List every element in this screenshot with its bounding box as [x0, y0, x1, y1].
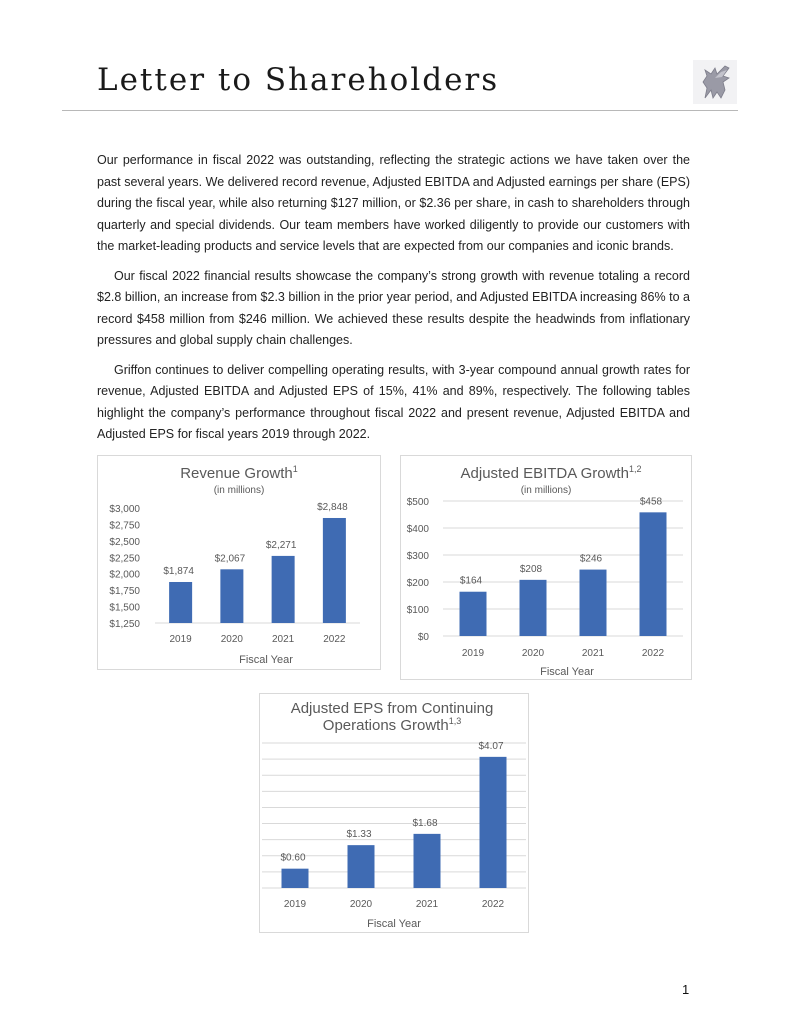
x-tick-label: 2022: [481, 899, 505, 910]
x-axis-label: Fiscal Year: [540, 666, 594, 678]
y-tick-label: $2,250: [109, 553, 140, 565]
y-tick-label: $200: [406, 578, 429, 589]
eps-chart-svg: [260, 694, 528, 932]
chart-title-line2: Operations Growth$^{1,3}$: [322, 716, 462, 734]
bar-2020: [348, 845, 375, 888]
bar-2021: [580, 570, 607, 636]
x-tick-label: 2020: [220, 634, 243, 645]
bar-2021: [272, 556, 295, 623]
bar-2019: [169, 582, 192, 623]
eps-growth-chart: [259, 693, 529, 933]
y-tick-label: $300: [406, 551, 429, 562]
header-divider: [62, 110, 738, 111]
x-axis-label: Fiscal Year: [239, 654, 293, 666]
x-axis-label: Fiscal Year: [367, 918, 421, 930]
bar-2022: [480, 757, 507, 888]
data-label-2020: $208: [519, 563, 543, 575]
y-tick-label: $500: [406, 497, 429, 508]
page-number: 1: [682, 982, 690, 997]
data-label-2020: $2,067: [214, 553, 246, 565]
data-label-2019: $0.60: [280, 852, 306, 864]
chart-subtitle: (in millions): [213, 485, 265, 496]
data-label-2022: $458: [639, 496, 663, 508]
paragraph-3: Griffon continues to deliver compelling operating results, with 3-year compound annual growth rates for revenue, Adjusted EBITDA and Adjusted EPS of 15%, 41% and 89%, respectively. The following tables highlight the company’s performance throughout fiscal 2022 and present revenue, Adjusted EBITDA and Adjusted EPS for fiscal years 2019 through 2022.: [97, 362, 690, 441]
y-tick-label: $400: [406, 524, 429, 535]
chart-title: Adjusted EBITDA Growth$^{1,2}$: [460, 464, 642, 482]
y-tick-label: $100: [406, 605, 429, 616]
data-label-2021: $2,271: [265, 539, 297, 551]
data-label-2020: $1.33: [346, 829, 372, 841]
x-tick-label: 2020: [521, 648, 545, 659]
y-tick-label: $1,500: [109, 602, 140, 614]
letter-body: [97, 150, 690, 454]
x-tick-label: 2020: [349, 899, 373, 910]
bar-2021: [414, 834, 441, 888]
x-tick-label: 2021: [415, 899, 439, 910]
x-tick-label: 2019: [283, 899, 307, 910]
y-tick-label: $3,000: [109, 504, 140, 515]
bar-2020: [520, 580, 547, 636]
chart-subtitle: (in millions): [520, 485, 572, 496]
paragraph-2: Our fiscal 2022 financial results showcase the company’s strong growth with revenue totaling a record $2.8 billion, an increase from $2.3 billion in the prior year period, and Adjusted EBITDA increasing 86% to a record $458 million from $246 million. We achieved these results despite the headwinds from inflationary pressures and global supply chain challenges.: [97, 268, 690, 347]
data-label-2019: $1,874: [163, 565, 194, 577]
revenue-growth-chart: [97, 455, 381, 670]
data-label-2019: $164: [459, 575, 483, 587]
data-label-2021: $1.68: [412, 817, 438, 829]
data-label-2022: $4.07: [478, 740, 504, 752]
y-tick-label: $2,000: [109, 569, 140, 581]
x-tick-label: 2021: [581, 648, 605, 659]
x-tick-label: 2019: [461, 648, 485, 659]
y-tick-label: $2,750: [109, 520, 140, 532]
ebitda-chart-svg: [401, 456, 691, 679]
y-tick-label: $1,750: [109, 586, 140, 598]
data-label-2022: $2,848: [317, 501, 348, 513]
bar-2022: [640, 512, 667, 636]
bar-2019: [460, 592, 487, 636]
chart-title: Revenue Growth$^1$: [180, 464, 298, 482]
revenue-chart-svg: [98, 456, 380, 669]
x-tick-label: 2022: [641, 648, 665, 659]
paragraph-1: Our performance in fiscal 2022 was outstanding, reflecting the strategic actions we have taken over the past several years. We delivered record revenue, Adjusted EBITDA and Adjusted earnings per share (EPS) during the fiscal year, while also returning $127 million, or $2.36 per share, in cash to shareholders through quarterly and special dividends. Our team members have worked diligently to provide our customers with the market-leading products and service levels that are expected from our companies and iconic brands.: [97, 153, 690, 253]
y-tick-label: $2,500: [109, 536, 140, 548]
y-tick-label: $0: [417, 632, 429, 643]
x-tick-label: 2022: [323, 634, 346, 645]
bar-2019: [282, 869, 309, 888]
data-label-2021: $246: [579, 553, 603, 565]
chart-title-line1: Adjusted EPS from Continuing: [290, 700, 494, 717]
y-tick-label: $1,250: [109, 619, 140, 630]
ebitda-growth-chart: [400, 455, 692, 680]
page-title: Letter to Shareholders: [97, 62, 500, 98]
x-tick-label: 2021: [272, 634, 295, 645]
bar-2020: [220, 569, 243, 623]
x-tick-label: 2019: [169, 634, 192, 645]
griffin-logo-icon: [693, 60, 737, 104]
bar-2022: [323, 518, 346, 623]
